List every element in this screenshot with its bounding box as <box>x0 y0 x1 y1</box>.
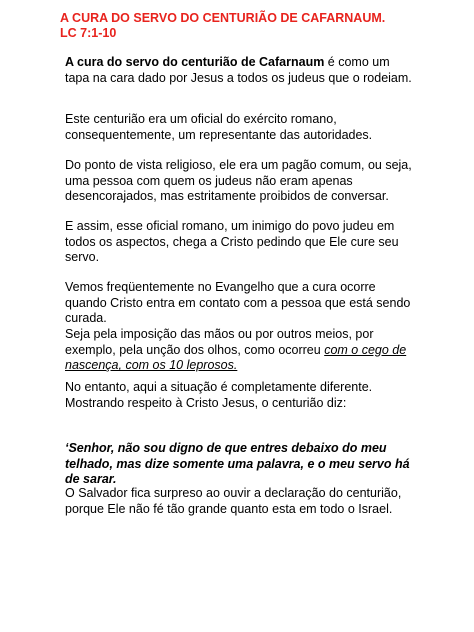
centurion-quote: ‘Senhor, não sou digno de que entres debaixo do meu telhado, mas dize somente uma palavra, e o meu servo há de sarar. <box>65 441 410 487</box>
paragraph-centurion-officer: Este centurião era um oficial do exército romano, consequentemente, um representante das autoridades. <box>65 112 373 142</box>
intro-text: é como um tapa na cara dado por Jesus a todos os judeus que o rodeiam. <box>65 55 412 85</box>
paragraph-roman-officer: E assim, esse oficial romano, um inimigo do povo judeu em todos os aspectos, chega a Cristo pedindo que Ele cure seu servo. <box>65 219 399 265</box>
healing-means-text: Seja pela imposição das mãos ou por outros meios, por exemplo, pela unção dos olhos, como ocorreu <box>65 327 374 357</box>
document-title <box>60 11 420 41</box>
paragraph-intro <box>65 55 415 86</box>
paragraph-healing-contact: Vemos freqüentemente no Evangelho que a cura ocorre quando Cristo entra em contato com a pessoa que está sendo curada. <box>65 280 411 326</box>
paragraph-healing-means <box>65 327 415 374</box>
title-line-1: A CURA DO SERVO DO CENTURIÃO DE CAFARNAUM. <box>60 11 386 25</box>
title-line-2: LC 7:1-10 <box>60 26 117 40</box>
blind-lepers-link[interactable]: com o cego de nascença, com os 10 leprosos. <box>65 342 407 373</box>
paragraph-religious-view: Do ponto de vista religioso, ele era um pagão comum, ou seja, uma pessoa com quem os judeus não eram apenas desencorajados, mas estritamente proibidos de conversar. <box>65 158 412 204</box>
paragraph-different-situation: No entanto, aqui a situação é completamente diferente. Mostrando respeito à Cristo Jesus, o centurião diz: <box>65 380 373 410</box>
paragraph-savior-surprised: O Salvador fica surpreso ao ouvir a declaração do centurião, porque Ele não fé tão grande quanto esta em todo o Israel. <box>65 486 402 516</box>
intro-bold-text: A cura do servo do centurião de Cafarnaum <box>65 55 325 69</box>
